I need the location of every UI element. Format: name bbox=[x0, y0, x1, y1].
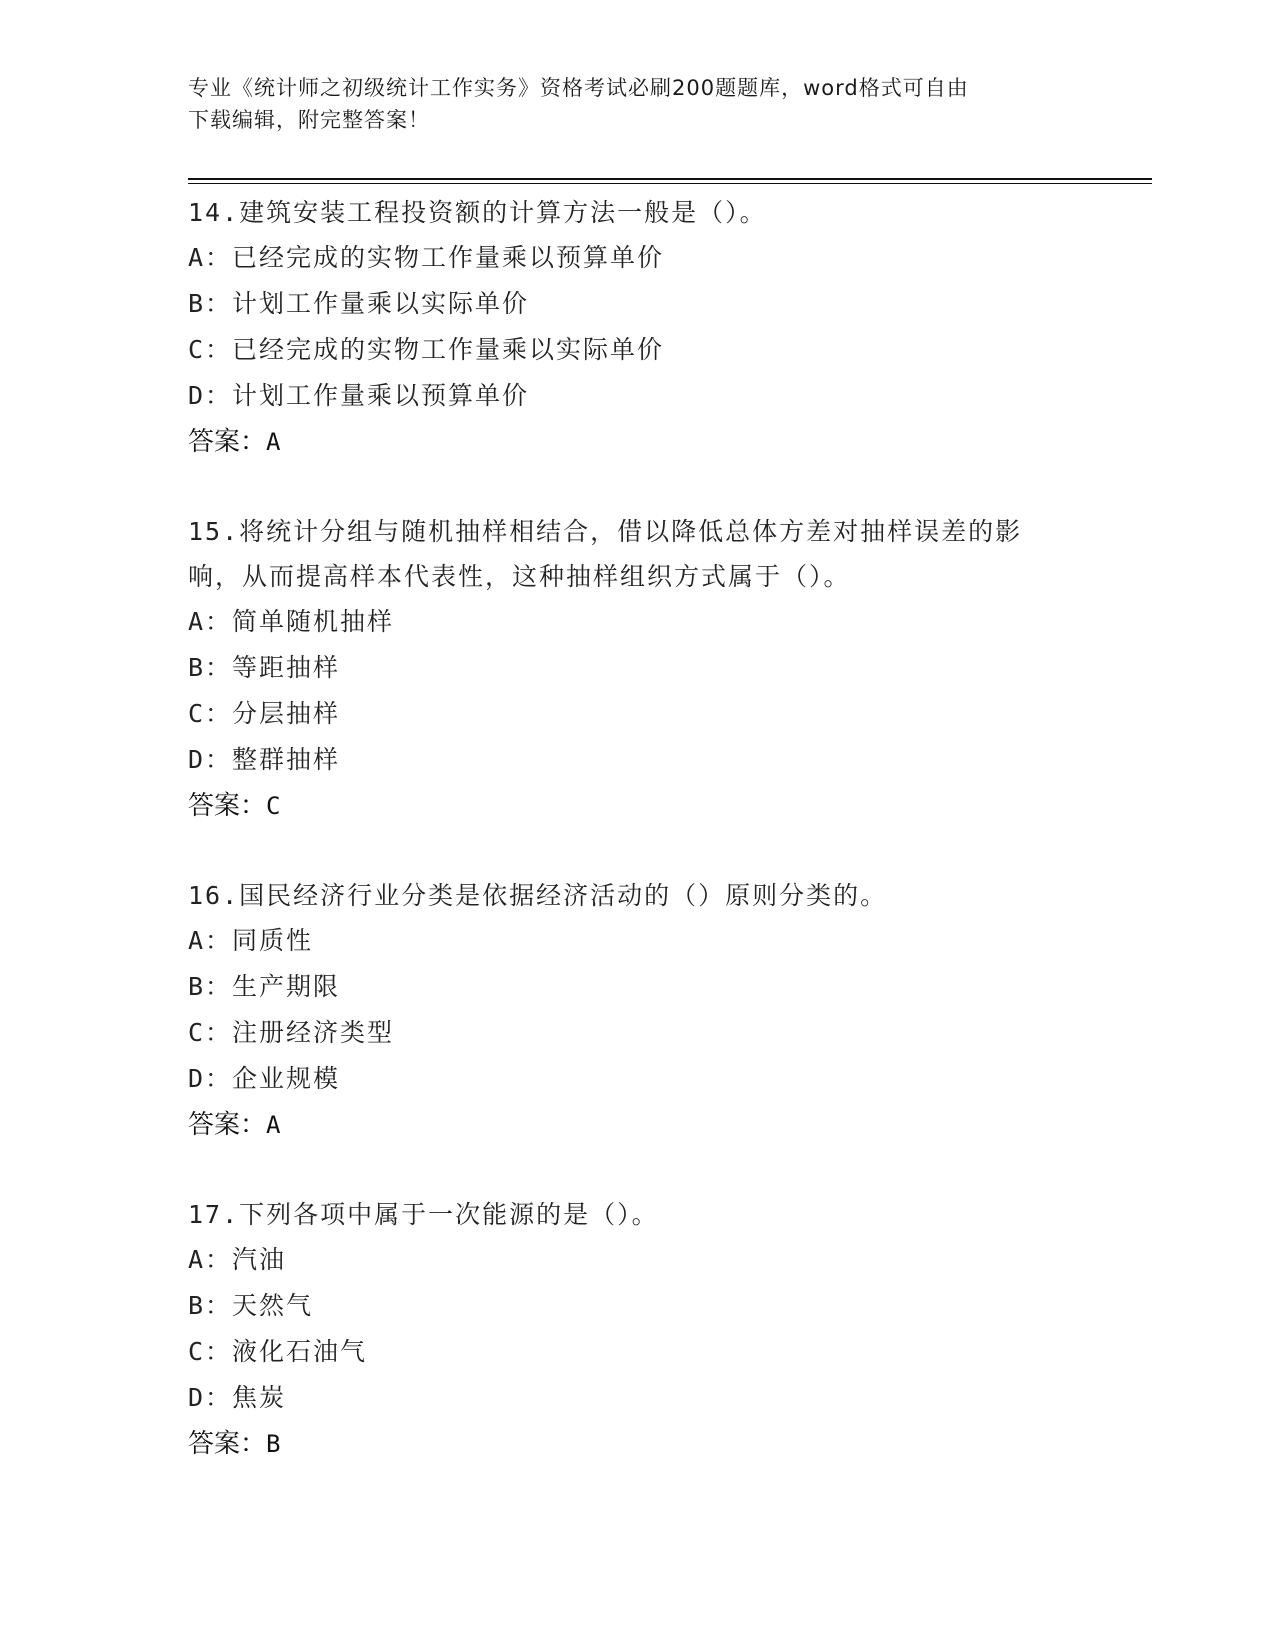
option-a: A：同质性 bbox=[188, 926, 314, 955]
question-17 bbox=[188, 1192, 1108, 1467]
option-b: B：生产期限 bbox=[188, 972, 341, 1001]
option-c: C：注册经济类型 bbox=[188, 1018, 395, 1047]
question-stem: 17.下列各项中属于一次能源的是（）。 bbox=[188, 1200, 659, 1229]
option-b: B：等距抽样 bbox=[188, 653, 341, 682]
option-c: C：液化石油气 bbox=[188, 1337, 368, 1366]
option-a: A：已经完成的实物工作量乘以预算单价 bbox=[188, 243, 665, 272]
answer-value: A bbox=[266, 428, 281, 456]
answer-label: 答案： bbox=[188, 1429, 267, 1459]
answer-label: 答案： bbox=[188, 1110, 267, 1140]
option-c: C：已经完成的实物工作量乘以实际单价 bbox=[188, 335, 665, 364]
option-b: B：天然气 bbox=[188, 1291, 314, 1320]
question-stem: 14.建筑安装工程投资额的计算方法一般是（）。 bbox=[188, 198, 767, 227]
option-a: A：汽油 bbox=[188, 1245, 287, 1274]
answer-line bbox=[188, 783, 1108, 829]
question-15 bbox=[188, 509, 1108, 829]
header-divider-thick bbox=[188, 178, 1152, 180]
option-d: D：企业规模 bbox=[188, 1064, 341, 1093]
answer-label: 答案： bbox=[188, 427, 267, 457]
question-stem-continued: 响，从而提高样本代表性，这种抽样组织方式属于（）。 bbox=[188, 562, 851, 591]
answer-line bbox=[188, 1421, 1108, 1467]
header-divider-thin bbox=[188, 183, 1152, 184]
question-16 bbox=[188, 873, 1108, 1148]
option-d: D：计划工作量乘以预算单价 bbox=[188, 381, 530, 410]
option-d: D：焦炭 bbox=[188, 1383, 287, 1412]
question-stem: 15.将统计分组与随机抽样相结合，借以降低总体方差对抽样误差的影 bbox=[188, 517, 1023, 546]
header-line-1: 专业《统计师之初级统计工作实务》资格考试必刷200题题库，word格式可自由 bbox=[188, 76, 969, 100]
answer-value: C bbox=[266, 792, 281, 820]
answer-line bbox=[188, 1102, 1108, 1148]
document-header bbox=[188, 72, 1088, 136]
answer-value: B bbox=[266, 1430, 281, 1458]
answer-value: A bbox=[266, 1111, 281, 1139]
answer-label: 答案： bbox=[188, 791, 267, 821]
option-d: D：整群抽样 bbox=[188, 745, 341, 774]
option-b: B：计划工作量乘以实际单价 bbox=[188, 289, 530, 318]
question-stem: 16.国民经济行业分类是依据经济活动的（）原则分类的。 bbox=[188, 881, 888, 910]
question-14 bbox=[188, 190, 1108, 465]
option-a: A：简单随机抽样 bbox=[188, 607, 395, 636]
answer-line bbox=[188, 419, 1108, 465]
question-list bbox=[188, 190, 1108, 1467]
option-c: C：分层抽样 bbox=[188, 699, 341, 728]
header-line-2: 下载编辑，附完整答案！ bbox=[188, 108, 430, 132]
